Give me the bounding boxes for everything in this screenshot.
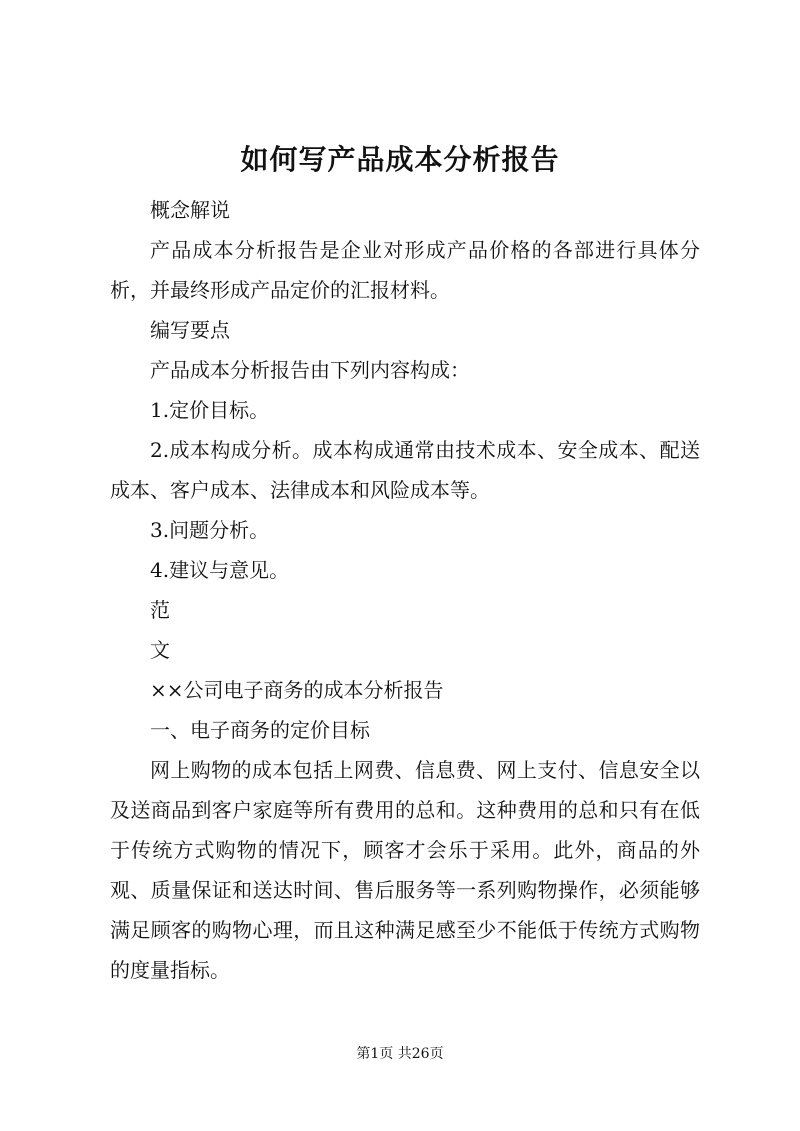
list-item-problem-analysis: 3.问题分析。 [150, 518, 270, 542]
heading-sample-part2: 文 [150, 638, 170, 662]
list-item-pricing-goal: 1.定价目标。 [150, 398, 270, 422]
heading-sample-part1: 范 [150, 598, 170, 622]
paragraph-online-shopping-cost: 网上购物的成本包括上网费、信息费、网上支付、信息安全以及送商品到客户家庭等所有费用的总和。这种费用的总和只有在低于传统方式购物的情况下，顾客才会乐于采用。此外，商品的外观、质量保证和送达时间、售后服务等一系列购物操作，必须能够满足顾客的购物心理，而且这种满足感至少不能低于传统方式购物的度量指标。 [110, 758, 700, 982]
paragraph-composition: 产品成本分析报告由下列内容构成： [150, 358, 470, 382]
sample-title: ××公司电子商务的成本分析报告 [150, 678, 444, 702]
heading-writing-points: 编写要点 [150, 318, 230, 342]
paragraph-definition: 产品成本分析报告是企业对形成产品价格的各部进行具体分析，并最终形成产品定价的汇报材料。 [110, 238, 700, 302]
list-item-suggestions: 4.建议与意见。 [150, 558, 290, 582]
list-item-cost-analysis: 2.成本构成分析。成本构成通常由技术成本、安全成本、配送成本、客户成本、法律成本和风险成本等。 [110, 438, 700, 502]
heading-concept: 概念解说 [150, 198, 230, 222]
section-heading-pricing-goal: 一、电子商务的定价目标 [150, 718, 370, 742]
document-title: 如何写产品成本分析报告 [240, 143, 560, 176]
page-number-footer: 第1页 共26页 [356, 1046, 444, 1062]
document-body [110, 190, 700, 990]
